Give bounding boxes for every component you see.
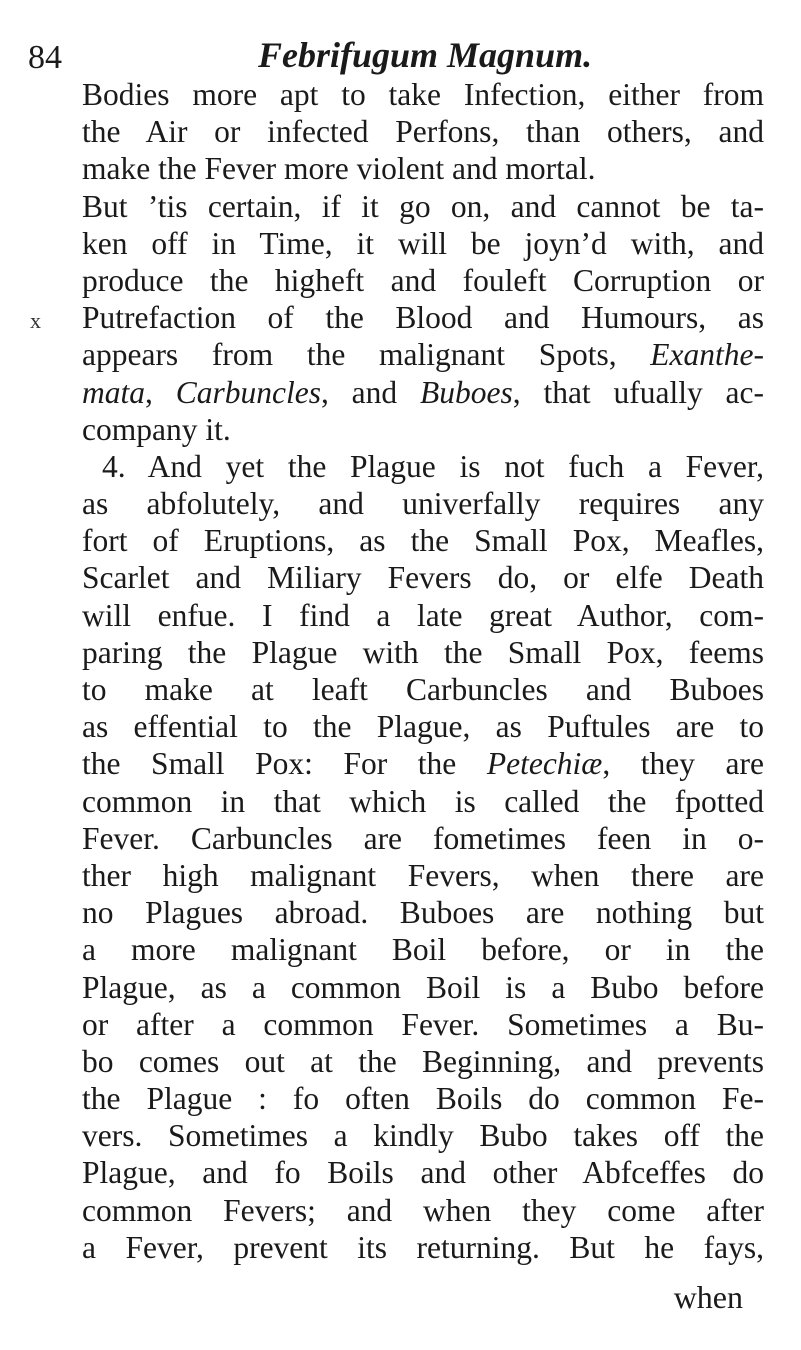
margin-mark: x bbox=[30, 308, 41, 333]
text-line: common Fevers; and when they come after bbox=[82, 1192, 764, 1228]
text-line: Fever. Carbuncles are fometimes feen in o- bbox=[82, 820, 764, 856]
text-line: bo comes out at the Beginning, and prevents bbox=[82, 1043, 764, 1079]
text-line: But ’tis certain, if it go on, and cannot be ta- bbox=[82, 188, 764, 224]
text-line: will enfue. I find a late great Author, com- bbox=[82, 597, 764, 633]
text-line: the Small Pox: For the Petechiæ, they are bbox=[82, 746, 765, 782]
text-line: no Plagues abroad. Buboes are nothing but bbox=[82, 895, 764, 931]
text-line: common in that which is called the fpotted bbox=[82, 783, 764, 819]
text-line: Plague, and fo Boils and other Abfceffes do bbox=[82, 1155, 764, 1191]
text-line: appears from the malignant Spots, Exanthe- bbox=[82, 337, 764, 373]
text-line: mata, Carbuncles, and Buboes, that ufually ac- bbox=[82, 374, 765, 410]
text-line: fort of Eruptions, as the Small Pox, Meafles, bbox=[82, 523, 764, 559]
text-line: paring the Plague with the Small Pox, feems bbox=[82, 634, 764, 670]
text-line: as abfolutely, and univerfally requires any bbox=[82, 486, 764, 522]
text-line: Putrefaction of the Blood and Humours, as bbox=[82, 300, 764, 336]
text-line: Scarlet and Miliary Fevers do, or elfe Death bbox=[82, 560, 764, 596]
text-line: Bodies more apt to take Infection, either from bbox=[82, 77, 764, 112]
text-line: make the Fever more violent and mortal. bbox=[82, 151, 596, 187]
catchword: when bbox=[673, 1279, 743, 1315]
text-line: company it. bbox=[82, 411, 231, 447]
page-number: 84 bbox=[28, 39, 62, 76]
text-line: the Air or infected Perfons, than others, and bbox=[82, 114, 764, 150]
text-line: produce the higheft and fouleft Corruption or bbox=[82, 262, 764, 298]
text-line: or after a common Fever. Sometimes a Bu- bbox=[82, 1006, 764, 1042]
body-text bbox=[82, 76, 764, 1266]
text-line: vers. Sometimes a kindly Bubo takes off the bbox=[82, 1118, 764, 1154]
text-line: as effential to the Plague, as Puftules are to bbox=[82, 709, 764, 745]
text-line: a more malignant Boil before, or in the bbox=[82, 932, 764, 968]
text-line: Plague, as a common Boil is a Bubo before bbox=[82, 969, 764, 1005]
text-line: 4. And yet the Plague is not fuch a Fever, bbox=[102, 448, 764, 484]
text-line: the Plague : fo often Boils do common Fe- bbox=[82, 1081, 764, 1117]
text-line: ther high malignant Fevers, when there are bbox=[82, 857, 764, 893]
text-line: to make at leaft Carbuncles and Buboes bbox=[82, 672, 764, 707]
running-head: Febrifugum Magnum. bbox=[258, 35, 593, 75]
text-line: a Fever, prevent its returning. But he fays, bbox=[82, 1229, 764, 1265]
text-line: ken off in Time, it will be joyn’d with, and bbox=[82, 225, 764, 261]
